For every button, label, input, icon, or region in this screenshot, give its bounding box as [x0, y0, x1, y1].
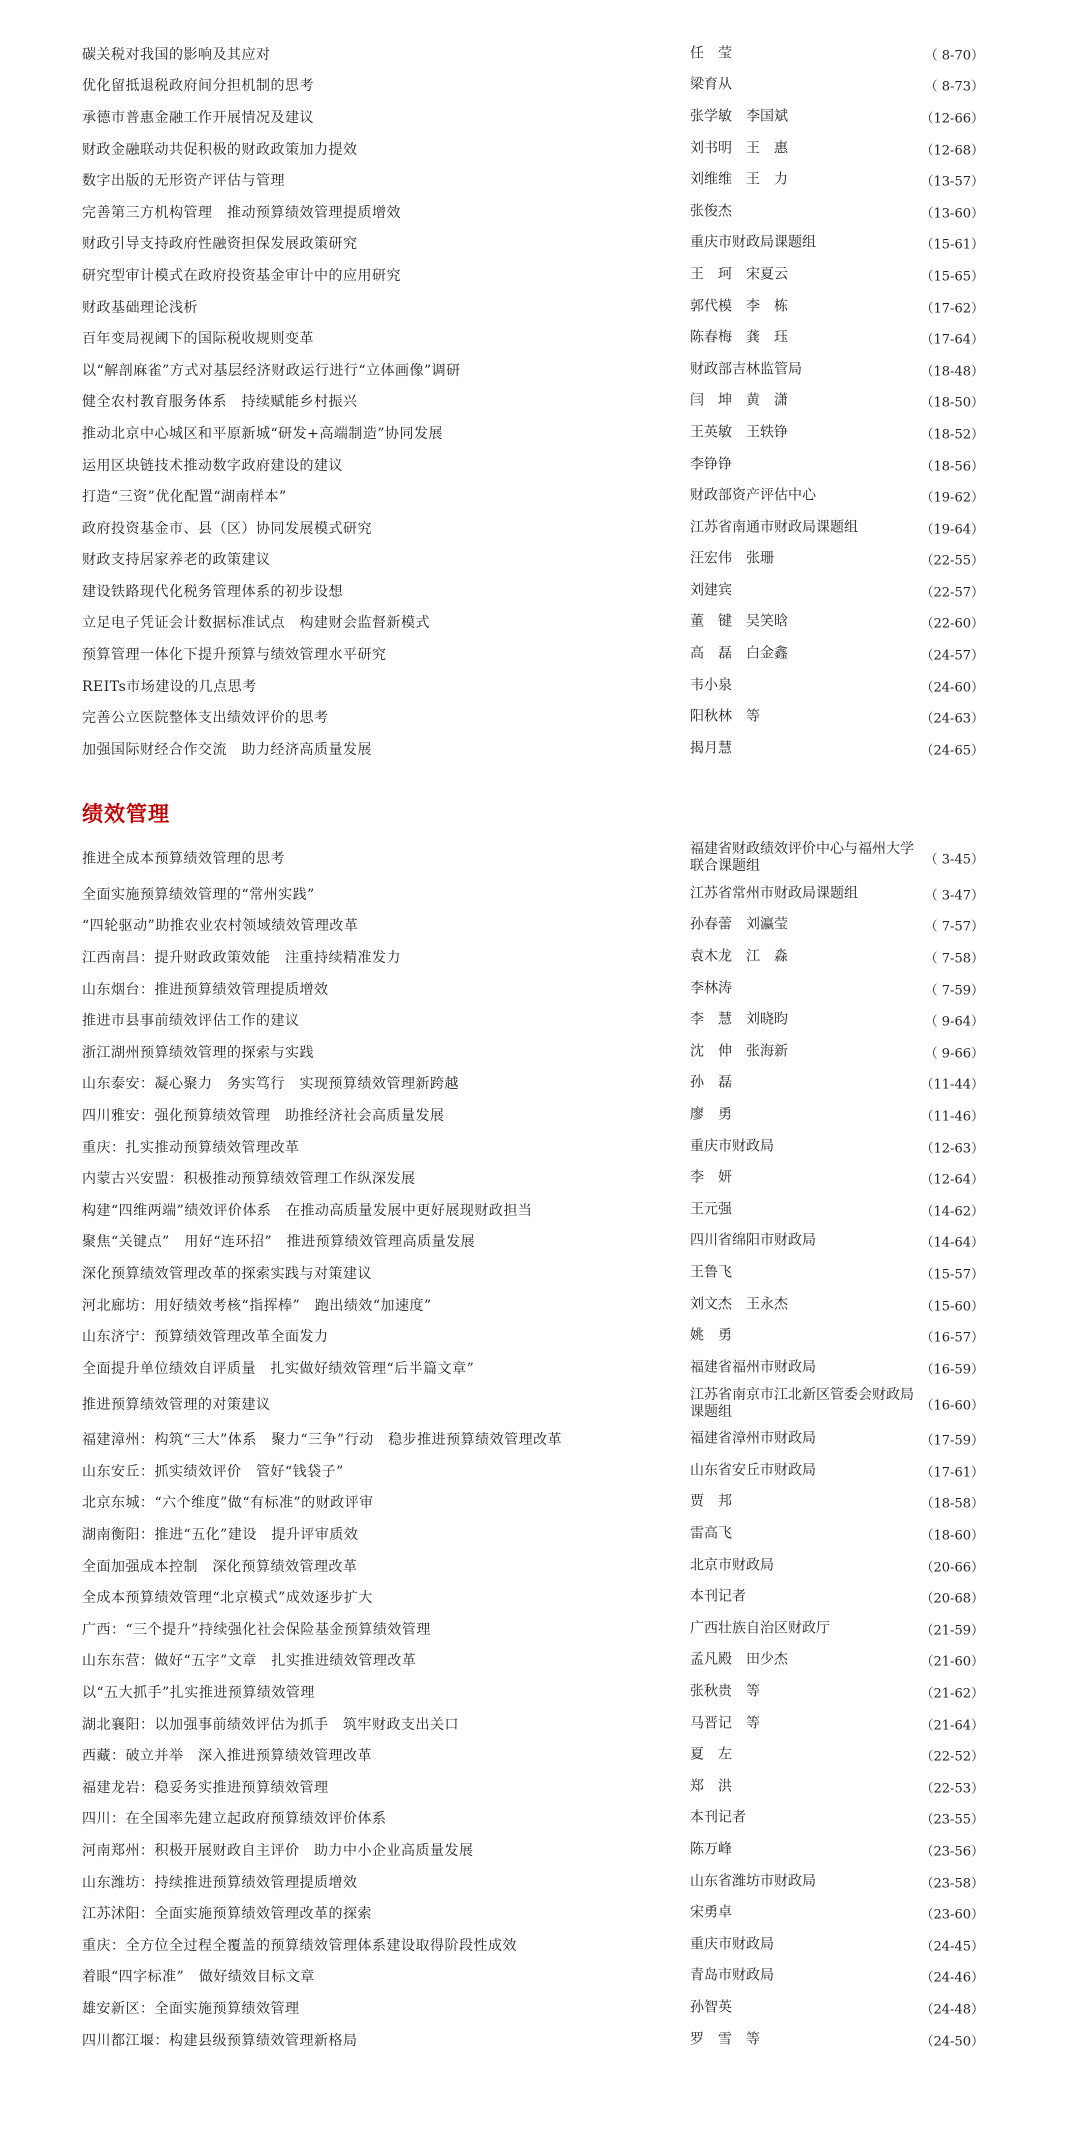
- entry-title: 着眼“四字标准” 做好绩效目标文章: [82, 1969, 315, 1986]
- entry-title: “四轮驱动”助推农业农村领域绩效管理改革: [82, 918, 359, 935]
- toc-entry: [0, 1645, 1080, 1677]
- entry-page: （ 7-59）: [924, 983, 984, 999]
- entry-title: 内蒙古兴安盟：积极推动预算绩效管理工作纵深发展: [82, 1171, 416, 1188]
- entry-page: （18-50）: [920, 395, 984, 411]
- toc-entry: [0, 101, 1080, 133]
- entry-page: （15-61）: [920, 237, 984, 253]
- entry-page: （ 3-45）: [924, 852, 984, 868]
- entry-page: （21-59）: [920, 1623, 984, 1639]
- entry-page: （ 9-64）: [924, 1014, 984, 1030]
- toc-entry: [0, 291, 1080, 323]
- entry-page: （12-64）: [920, 1172, 984, 1188]
- entry-page: （18-60）: [920, 1528, 984, 1544]
- entry-title: 福建漳州：构筑“三大”体系 聚力“三争”行动 稳步推进预算绩效管理改革: [82, 1432, 563, 1449]
- toc-entry: [0, 228, 1080, 260]
- toc-entry: [0, 1352, 1080, 1384]
- toc-entry: [0, 1194, 1080, 1226]
- entry-title: 研究型审计模式在政府投资基金审计中的应用研究: [82, 267, 401, 284]
- toc-entry: [0, 133, 1080, 165]
- entry-page: （ 7-58）: [924, 951, 984, 967]
- toc-entry: [0, 2024, 1080, 2056]
- entry-author: 袁木龙 江 淼: [690, 948, 788, 965]
- entry-page: （23-58）: [920, 1876, 984, 1892]
- entry-author: 李 慧 刘晓昀: [690, 1011, 788, 1028]
- entry-title: 山东烟台：推进预算绩效管理提质增效: [82, 981, 329, 998]
- entry-page: （16-60）: [920, 1398, 984, 1413]
- toc-entry: [0, 1424, 1080, 1456]
- entry-title: 财政基础理论浅析: [82, 299, 198, 316]
- entry-page: （ 3-47）: [924, 888, 984, 904]
- entry-page: （18-48）: [920, 364, 984, 380]
- entry-page: （24-46）: [920, 1970, 984, 1986]
- entry-title: 推进预算绩效管理的对策建议: [82, 1396, 271, 1413]
- toc-entry: [0, 973, 1080, 1005]
- entry-title: 四川都江堰：构建县级预算绩效管理新格局: [82, 2032, 358, 2049]
- entry-page: （21-60）: [920, 1654, 984, 1670]
- toc-entry: [0, 259, 1080, 291]
- toc-entry: [0, 1518, 1080, 1550]
- entry-author: 刘维维 王 力: [690, 171, 788, 188]
- entry-author: 重庆市财政局: [690, 1936, 774, 1953]
- entry-author: 阳秋林 等: [690, 708, 760, 725]
- entry-author: 孟凡殿 田少杰: [690, 1651, 788, 1668]
- entry-title: 承德市普惠金融工作开展情况及建议: [82, 109, 314, 126]
- entry-page: （21-62）: [920, 1686, 984, 1702]
- entry-title: 山东安丘：抓实绩效评价 管好“钱袋子”: [82, 1463, 344, 1480]
- entry-author: 北京市财政局: [690, 1557, 774, 1574]
- toc-entry: [0, 1866, 1080, 1898]
- toc-entry: [0, 670, 1080, 702]
- entry-page: （18-58）: [920, 1496, 984, 1512]
- toc-entry: [0, 1289, 1080, 1321]
- entry-page: （24-45）: [920, 1939, 984, 1955]
- toc-entry: [0, 480, 1080, 512]
- entry-author: 陈万峰: [690, 1841, 732, 1858]
- entry-title: 打造“三资”优化配置“湖南样本”: [82, 489, 287, 506]
- entry-title: 山东济宁：预算绩效管理改革全面发力: [82, 1329, 329, 1346]
- toc-entry: [0, 1487, 1080, 1519]
- entry-title: 江西南昌：提升财政政策效能 注重持续精准发力: [82, 949, 401, 966]
- entry-title: 推进市县事前绩效评估工作的建议: [82, 1013, 300, 1030]
- entry-page: （24-65）: [920, 743, 984, 759]
- entry-page: （22-60）: [920, 616, 984, 632]
- entry-author: 江苏省南通市财政局课题组: [690, 519, 858, 536]
- entry-title: 推进全成本预算绩效管理的思考: [82, 851, 285, 867]
- entry-title: 建设铁路现代化税务管理体系的初步设想: [82, 583, 343, 600]
- toc-entry: [0, 638, 1080, 670]
- entry-page: （17-59）: [920, 1433, 984, 1449]
- entry-title: 加强国际财经合作交流 助力经济高质量发展: [82, 741, 372, 758]
- entry-author: 福建省福州市财政局: [690, 1359, 816, 1376]
- entry-title: 雄安新区：全面实施预算绩效管理: [82, 2000, 300, 2017]
- toc-entry: [0, 1131, 1080, 1163]
- entry-title: 河南郑州：积极开展财政自主评价 助力中小企业高质量发展: [82, 1843, 474, 1860]
- entry-author: 姚 勇: [690, 1327, 732, 1344]
- entry-author: 罗 雪 等: [690, 2031, 760, 2048]
- entry-author: 张学敏 李国斌: [690, 108, 788, 125]
- entry-author: 张秋贵 等: [690, 1683, 760, 1700]
- entry-title: 西藏：破立并举 深入推进预算绩效管理改革: [82, 1748, 372, 1765]
- entry-page: （18-56）: [920, 459, 984, 475]
- entry-page: （16-57）: [920, 1330, 984, 1346]
- entry-title: 浙江湖州预算绩效管理的探索与实践: [82, 1044, 314, 1061]
- toc-entry: [0, 1320, 1080, 1352]
- entry-author: 王元强: [690, 1201, 732, 1218]
- entry-page: （17-64）: [920, 332, 984, 348]
- toc-entry: [0, 1708, 1080, 1740]
- entry-title: 江苏沭阳：全面实施预算绩效管理改革的探索: [82, 1906, 372, 1923]
- toc-entry: [0, 575, 1080, 607]
- entry-author: 王 珂 宋夏云: [690, 266, 788, 283]
- entry-title: 政府投资基金市、县（区）协同发展模式研究: [82, 520, 372, 537]
- entry-author: 福建省财政绩效评价中心与福州大学联合课题组: [690, 841, 914, 874]
- toc-entry: [0, 1226, 1080, 1258]
- entry-author: 夏 左: [690, 1746, 732, 1763]
- entry-page: （17-62）: [920, 301, 984, 317]
- entry-page: （18-52）: [920, 427, 984, 443]
- entry-title: 聚焦“关键点” 用好“连环招” 推进预算绩效管理高质量发展: [82, 1234, 476, 1251]
- entry-title: 推动北京中心城区和平原新城“研发+高端制造”协同发展: [82, 425, 444, 442]
- entry-title: 山东东营：做好“五字”文章 扎实推进绩效管理改革: [82, 1653, 417, 1670]
- toc-entry: [0, 1550, 1080, 1582]
- entry-title: 以“五大抓手”扎实推进预算绩效管理: [82, 1685, 315, 1702]
- entry-author: 孙春蕾 刘瀛莹: [690, 916, 788, 933]
- entry-title: 运用区块链技术推动数字政府建设的建议: [82, 457, 343, 474]
- toc-entry: [0, 838, 1080, 878]
- toc-entry: [0, 417, 1080, 449]
- entry-title: 全面实施预算绩效管理的“常州实践”: [82, 886, 315, 903]
- entry-author: 马晋记 等: [690, 1715, 760, 1732]
- toc-entry: [0, 1897, 1080, 1929]
- entry-page: （24-48）: [920, 2002, 984, 2018]
- entry-author: 孙 磊: [690, 1074, 732, 1091]
- entry-author: 梁育从: [690, 76, 732, 93]
- toc-entry: [0, 910, 1080, 942]
- entry-title: 重庆：扎实推动预算绩效管理改革: [82, 1139, 300, 1156]
- entry-author: 孙智英: [690, 1999, 732, 2016]
- entry-author: 福建省漳州市财政局: [690, 1430, 816, 1447]
- entry-page: （15-65）: [920, 269, 984, 285]
- entry-author: 青岛市财政局: [690, 1967, 774, 1984]
- toc-entry: [0, 1162, 1080, 1194]
- entry-page: （17-61）: [920, 1465, 984, 1481]
- toc-entry: [0, 38, 1080, 70]
- toc-entry: [0, 1004, 1080, 1036]
- entry-author: 王英敏 王轶铮: [690, 424, 788, 441]
- entry-author: 张俊杰: [690, 203, 732, 220]
- entry-author: 郑 洪: [690, 1778, 732, 1795]
- entry-title: 以“解剖麻雀”方式对基层经济财政运行进行“立体画像”调研: [82, 362, 461, 379]
- toc-entry: [0, 449, 1080, 481]
- entry-page: （23-56）: [920, 1844, 984, 1860]
- toc-entry: [0, 1739, 1080, 1771]
- entry-title: 四川雅安：强化预算绩效管理 助推经济社会高质量发展: [82, 1107, 445, 1124]
- entry-page: （22-55）: [920, 553, 984, 569]
- entry-title: 全面提升单位绩效自评质量 扎实做好绩效管理“后半篇文章”: [82, 1360, 475, 1377]
- entry-page: （15-57）: [920, 1267, 984, 1283]
- entry-title: 全面加强成本控制 深化预算绩效管理改革: [82, 1558, 358, 1575]
- entry-title: 完善第三方机构管理 推动预算绩效管理提质增效: [82, 204, 401, 221]
- entry-author: 郭代模 李 栋: [690, 298, 788, 315]
- entry-title: 湖北襄阳：以加强事前绩效评估为抓手 筑牢财政支出关口: [82, 1716, 459, 1733]
- entry-title: 百年变局视阈下的国际税收规则变革: [82, 331, 314, 348]
- entry-author: 财政部吉林监管局: [690, 361, 802, 378]
- entry-title: 构建“四维两端”绩效评价体系 在推动高质量发展中更好展现财政担当: [82, 1202, 533, 1219]
- entry-author: 王鲁飞: [690, 1264, 732, 1281]
- entry-author: 揭月慧: [690, 740, 732, 757]
- toc-entry: [0, 941, 1080, 973]
- entry-title: 广西：“三个提升”持续强化社会保险基金预算绩效管理: [82, 1621, 431, 1638]
- entry-author: 刘建宾: [690, 582, 732, 599]
- entry-page: （ 9-66）: [924, 1046, 984, 1062]
- entry-page: （12-66）: [920, 111, 984, 127]
- entry-page: （21-64）: [920, 1718, 984, 1734]
- toc-entry: [0, 1068, 1080, 1100]
- section-general: [0, 38, 1080, 765]
- toc-entry: [0, 1771, 1080, 1803]
- toc-entry: [0, 1384, 1080, 1424]
- entry-title: 财政引导支持政府性融资担保发展政策研究: [82, 236, 358, 253]
- entry-page: （14-64）: [920, 1235, 984, 1251]
- entry-page: （22-52）: [920, 1749, 984, 1765]
- entry-author: 山东省安丘市财政局: [690, 1462, 816, 1479]
- toc-entry: [0, 1992, 1080, 2024]
- entry-author: 财政部资产评估中心: [690, 487, 816, 504]
- entry-title: 福建龙岩：稳妥务实推进预算绩效管理: [82, 1779, 329, 1796]
- toc-entry: [0, 544, 1080, 576]
- toc-entry: [0, 512, 1080, 544]
- entry-page: （14-62）: [920, 1204, 984, 1220]
- entry-page: （11-44）: [920, 1077, 984, 1093]
- entry-author: 雷高飞: [690, 1525, 732, 1542]
- entry-page: （15-60）: [920, 1299, 984, 1315]
- entry-author: 四川省绵阳市财政局: [690, 1232, 816, 1249]
- entry-page: （12-63）: [920, 1141, 984, 1157]
- entry-page: （11-46）: [920, 1109, 984, 1125]
- entry-page: （24-57）: [920, 648, 984, 664]
- entry-title: 深化预算绩效管理改革的探索实践与对策建议: [82, 1265, 372, 1282]
- entry-author: 沈 伸 张海新: [690, 1043, 788, 1060]
- toc-entry: [0, 878, 1080, 910]
- entry-page: （19-62）: [920, 490, 984, 506]
- entry-title: 数字出版的无形资产评估与管理: [82, 173, 285, 190]
- entry-title: 四川：在全国率先建立起政府预算绩效评价体系: [82, 1811, 387, 1828]
- entry-page: （ 8-70）: [924, 48, 984, 64]
- entry-title: 优化留抵退税政府间分担机制的思考: [82, 78, 314, 95]
- entry-author: 陈春梅 龚 珏: [690, 329, 788, 346]
- entry-page: （12-68）: [920, 143, 984, 159]
- entry-author: 本刊记者: [690, 1588, 746, 1605]
- entry-page: （24-60）: [920, 680, 984, 696]
- toc-entry: [0, 1099, 1080, 1131]
- entry-author: 刘文杰 王永杰: [690, 1296, 788, 1313]
- entry-page: （13-60）: [920, 206, 984, 222]
- entry-page: （24-63）: [920, 711, 984, 727]
- toc-entry: [0, 1036, 1080, 1068]
- entry-author: 重庆市财政局: [690, 1138, 774, 1155]
- entry-page: （ 8-73）: [924, 79, 984, 95]
- toc-entry: [0, 1581, 1080, 1613]
- entry-author: 广西壮族自治区财政厅: [690, 1620, 830, 1637]
- entry-author: 宋勇卓: [690, 1904, 732, 1921]
- entry-page: （23-60）: [920, 1907, 984, 1923]
- entry-title: 重庆：全方位全过程全覆盖的预算绩效管理体系建设取得阶段性成效: [82, 1937, 517, 1954]
- entry-page: （ 7-57）: [924, 919, 984, 935]
- entry-author: 江苏省南京市江北新区管委会财政局课题组: [690, 1386, 914, 1420]
- toc-entry: [0, 1961, 1080, 1993]
- entry-author: 江苏省常州市财政局课题组: [690, 885, 858, 902]
- entry-author: 任 莹: [690, 45, 732, 62]
- entry-page: （20-66）: [920, 1560, 984, 1576]
- entry-title: 山东潍坊：持续推进预算绩效管理提质增效: [82, 1874, 358, 1891]
- entry-author: 山东省潍坊市财政局: [690, 1873, 816, 1890]
- entry-author: 李 妍: [690, 1169, 732, 1186]
- entry-title: REITs市场建设的几点思考: [82, 678, 257, 695]
- entry-author: 本刊记者: [690, 1809, 746, 1826]
- toc-entry: [0, 1803, 1080, 1835]
- toc-entry: [0, 701, 1080, 733]
- entry-title: 山东泰安：凝心聚力 务实笃行 实现预算绩效管理新跨越: [82, 1076, 459, 1093]
- entry-author: 韦小泉: [690, 677, 732, 694]
- section-performance: [0, 838, 1080, 2055]
- entry-page: （16-59）: [920, 1362, 984, 1378]
- entry-author: 廖 勇: [690, 1106, 732, 1123]
- entry-title: 预算管理一体化下提升预算与绩效管理水平研究: [82, 647, 387, 664]
- entry-author: 重庆市财政局课题组: [690, 234, 816, 251]
- entry-title: 河北廊坊：用好绩效考核“指挥棒” 跑出绩效“加速度”: [82, 1297, 432, 1314]
- entry-title: 全成本预算绩效管理“北京模式”成效逐步扩大: [82, 1590, 373, 1607]
- entry-author: 闫 坤 黄 潇: [690, 392, 788, 409]
- toc-entry: [0, 1676, 1080, 1708]
- entry-title: 碳关税对我国的影响及其应对: [82, 46, 271, 63]
- entry-author: 刘书明 王 惠: [690, 140, 788, 157]
- toc-entry: [0, 607, 1080, 639]
- entry-author: 李铮铮: [690, 456, 732, 473]
- entry-title: 完善公立医院整体支出绩效评价的思考: [82, 710, 329, 727]
- entry-author: 贾 邦: [690, 1493, 732, 1510]
- toc-entry: [0, 1257, 1080, 1289]
- entry-page: （19-64）: [920, 522, 984, 538]
- entry-author: 董 键 吴笑晗: [690, 613, 788, 630]
- entry-title: 北京东城：“六个维度”做“有标准”的财政评审: [82, 1495, 374, 1512]
- toc-entry: [0, 1613, 1080, 1645]
- entry-title: 财政支持居家养老的政策建议: [82, 552, 271, 569]
- toc-entry: [0, 322, 1080, 354]
- entry-author: 李林涛: [690, 980, 732, 997]
- entry-page: （22-53）: [920, 1781, 984, 1797]
- entry-title: 财政金融联动共促积极的财政政策加力提效: [82, 141, 358, 158]
- toc-entry: [0, 1834, 1080, 1866]
- entry-title: 立足电子凭证会计数据标准试点 构建财会监督新模式: [82, 615, 430, 632]
- entry-page: （13-57）: [920, 174, 984, 190]
- entry-author: 汪宏伟 张珊: [690, 550, 774, 567]
- entry-author: 高 磊 白金鑫: [690, 645, 788, 662]
- toc-entry: [0, 386, 1080, 418]
- toc-entry: [0, 196, 1080, 228]
- entry-page: （20-68）: [920, 1591, 984, 1607]
- entry-page: （22-57）: [920, 585, 984, 601]
- toc-entry: [0, 164, 1080, 196]
- toc-entry: [0, 1455, 1080, 1487]
- section-heading-performance: 绩效管理: [82, 802, 170, 826]
- toc-entry: [0, 70, 1080, 102]
- entry-page: （24-50）: [920, 2034, 984, 2050]
- entry-title: 湖南衡阳：推进“五化”建设 提升评审质效: [82, 1527, 359, 1544]
- entry-title: 健全农村教育服务体系 持续赋能乡村振兴: [82, 394, 358, 411]
- toc-entry: [0, 354, 1080, 386]
- entry-page: （23-55）: [920, 1812, 984, 1828]
- toc-entry: [0, 1929, 1080, 1961]
- toc-entry: [0, 733, 1080, 765]
